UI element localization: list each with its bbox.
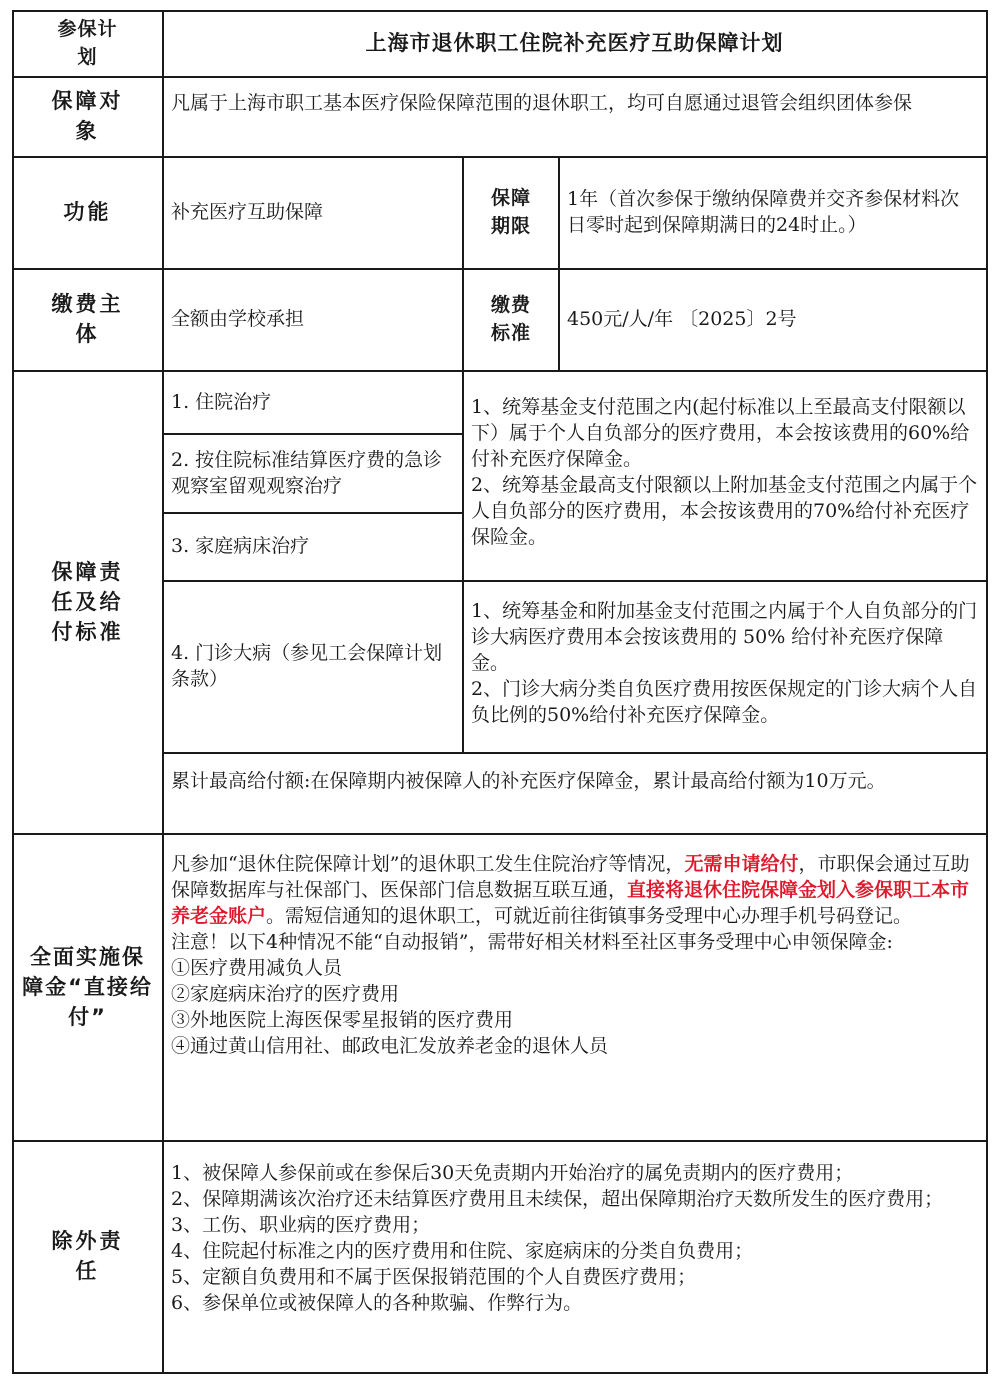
payout-standard-line: 2、门诊大病分类自负医疗费用按医保规定的门诊大病个人自负比例的50%给付补充医疗保障金。: [471, 678, 978, 726]
direct-pay-content: [163, 851, 986, 1131]
row-divider: [163, 752, 988, 754]
payout-standard-line: 1、统筹基金支付范围之内(起付标准以上至最高支付限额以下）属于个人自负部分的医疗费用，本会按该费用的60%给付补充医疗保障金。: [471, 396, 970, 470]
coverage-target-text: 凡属于上海市职工基本医疗保险保障范围的退休职工，均可自愿通过退管会组织团体参保: [171, 92, 913, 114]
payer-label: 缴费主体: [51, 292, 124, 346]
direct-pay-label: 全面实施保障金“直接给付”: [22, 944, 153, 1029]
standard-label: 缴费标准: [490, 294, 531, 344]
exclusion-item: 6、参保单位或被保障人的各种欺骗、作弊行为。: [171, 1292, 583, 1314]
direct-pay-case: ④通过黄山信用社、邮政电汇发放养老金的退休人员: [171, 1035, 609, 1057]
benefit-item: 2. 按住院标准结算医疗费的急诊观察室留观观察治疗: [171, 448, 443, 497]
function-label: 功能: [63, 200, 112, 224]
benefit-item: 3. 家庭病床治疗: [171, 535, 310, 557]
exclusions-label: 除外责任: [51, 1229, 124, 1283]
direct-pay-highlight: 直接将退休住院保障金划入参保职工本市养老金账户: [171, 879, 970, 927]
coverage-target-label: 保障对象: [51, 89, 124, 143]
exclusion-item: 5、定额自负费用和不属于医保报销范围的个人自费医疗费用；: [171, 1266, 697, 1288]
benefits-label: 保障责任及给付标准: [51, 559, 124, 644]
exclusion-item: 1、被保障人参保前或在参保后30天免责期内开始治疗的属免责期内的医疗费用；: [171, 1162, 854, 1184]
benefit-item: 4. 门诊大病（参见工会保障计划条款）: [171, 642, 443, 690]
payout-standard-line: 1、统筹基金和附加基金支付范围之内属于个人自负部分的门诊大病医疗费用本会按该费用的 50% 给付补充医疗保障金。: [471, 600, 978, 674]
exclusion-item: 4、住院起付标准之内的医疗费用和住院、家庭病床的分类自负费用；: [171, 1240, 754, 1262]
table-border-bottom: [12, 1372, 988, 1374]
exclusions-list: [163, 1160, 986, 1365]
payout-standard-inpatient: [463, 394, 986, 564]
plan-title: 上海市退休职工住院补充医疗互助保障计划: [365, 30, 784, 55]
direct-pay-case: ③外地医院上海医保零星报销的医疗费用: [171, 1009, 514, 1031]
standard-value: 450元/人/年 〔2025〕2号: [567, 308, 797, 330]
payout-standard-outpatient: [463, 598, 986, 738]
coverage-plan-table: [12, 10, 988, 1374]
period-value: 1年（首次参保于缴纳保障费并交齐参保材料次日零时起到保障期满日的24时止。）: [567, 188, 960, 236]
direct-pay-notice: 注意！以下4种情况不能“自动报销”，需带好相关材料至社区事务受理中心申领保障金:: [171, 931, 893, 953]
payout-standard-line: 2、统筹基金最高支付限额以上附加基金支付范围之内属于个人自负部分的医疗费用，本会按该费用的70%给付补充医疗保险金。: [471, 474, 978, 548]
direct-pay-case: ①医疗费用减负人员: [171, 957, 343, 979]
direct-pay-text: ，市职保会通过互助保障数据库与社保部门、医保部门信息数据互联互通，: [171, 853, 970, 901]
benefit-item: 1. 住院治疗: [171, 390, 272, 413]
function-value: 补充医疗互助保障: [171, 201, 324, 223]
direct-pay-paragraph: [171, 851, 978, 929]
payer-value: 全额由学校承担: [171, 308, 305, 330]
direct-pay-text: 。需短信通知的退休职工，可就近前往街镇事务受理中心办理手机号码登记。: [266, 905, 913, 927]
table-border-right: [986, 10, 988, 1374]
plan-label: 参保计划: [57, 18, 118, 68]
max-payout-text: 累计最高给付额:在保障期内被保障人的补充医疗保障金，累计最高给付额为10万元。: [171, 770, 886, 792]
direct-pay-case: ②家庭病床治疗的医疗费用: [171, 983, 400, 1005]
exclusion-item: 3、工伤、职业病的医疗费用；: [171, 1214, 431, 1236]
period-label: 保障期限: [490, 187, 531, 237]
direct-pay-text: 凡参加“退休住院保障计划”的退休职工发生住院治疗等情况，: [171, 853, 685, 875]
exclusion-item: 2、保障期满该次治疗还未结算医疗费用且未续保，超出保障期治疗天数所发生的医疗费用；: [171, 1188, 944, 1210]
direct-pay-highlight: 无需申请给付: [684, 853, 799, 875]
